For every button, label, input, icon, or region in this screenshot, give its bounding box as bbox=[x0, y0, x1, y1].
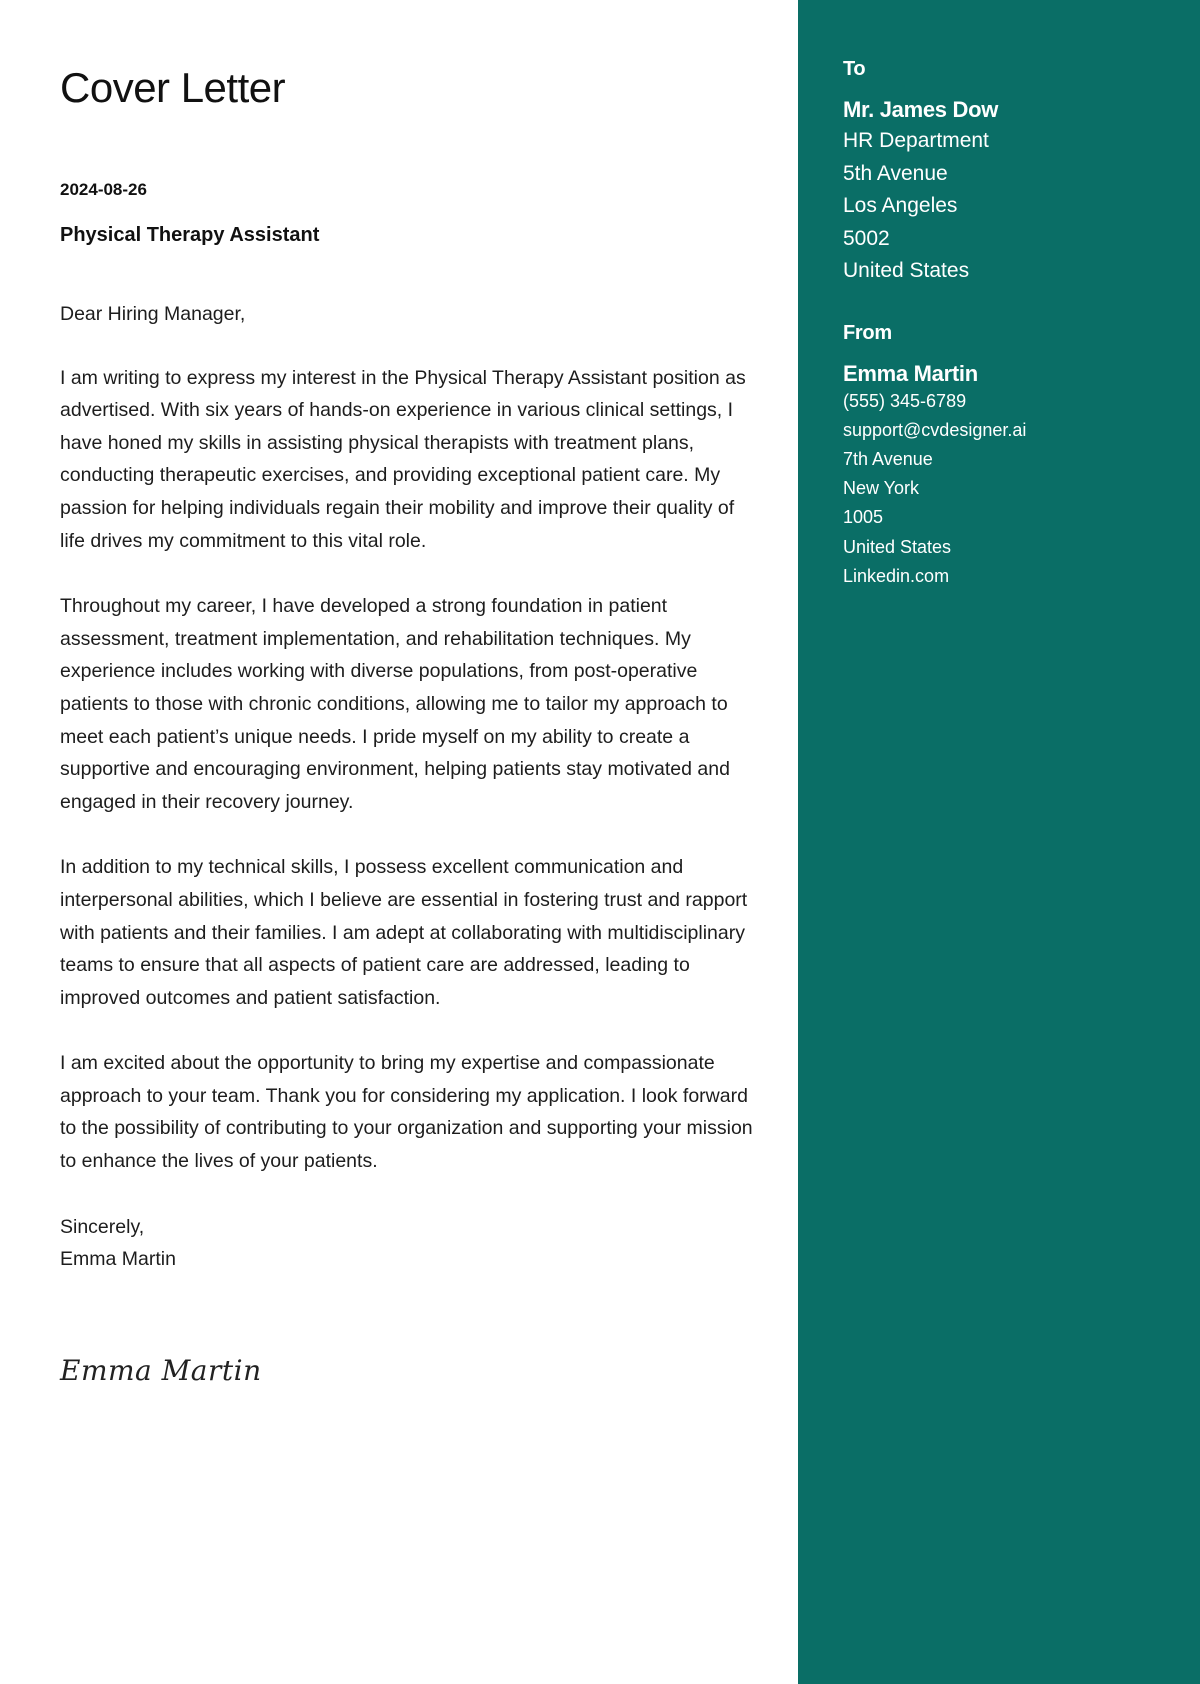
sender-block bbox=[843, 322, 1183, 591]
sender-city: New York bbox=[843, 478, 920, 499]
letter-body bbox=[60, 298, 760, 1276]
letter-paragraph-1: I am writing to express my interest in the Physical Therapy Assistant position as advertised. With six years of hands-on experience in various clinical settings, I have honed my skills in assisting physical therapists with treatment plans, conducting therapeutic exercises, and providing exceptional patient care. My passion for helping individuals regain their mobility and improve their quality of life drives my commitment to this vital role. bbox=[60, 366, 746, 552]
handwritten-signature: Emma Martin bbox=[60, 1354, 262, 1387]
recipient-zip: 5002 bbox=[843, 226, 890, 250]
recipient-street: 5th Avenue bbox=[843, 161, 948, 185]
letter-paragraph-4: I am excited about the opportunity to bring my expertise and compassionate approach to your team. Thank you for considering my application. I look forward to the possibility of contributing to your organization and supporting your mission to enhance the lives of your patients. bbox=[60, 1052, 753, 1173]
sender-heading: From bbox=[843, 321, 892, 344]
recipient-heading: To bbox=[843, 58, 866, 80]
recipient-city: Los Angeles bbox=[843, 194, 958, 217]
sender-name: Emma Martin bbox=[843, 360, 978, 386]
letter-date: 2024-08-26 bbox=[60, 180, 147, 199]
recipient-block bbox=[843, 58, 1183, 288]
recipient-country: United States bbox=[843, 259, 970, 282]
letter-closing-name: Emma Martin bbox=[60, 1248, 176, 1271]
letter-paragraph-3: In addition to my technical skills, I possess excellent communication and interpersonal abilities, which I believe are essential in fostering trust and rapport with patients and their families. I am adept at collaborating with multidisciplinary teams to ensure that all aspects of patient care are addressed, leading to improved outcomes and patient satisfaction. bbox=[60, 856, 748, 1009]
sender-street: 7th Avenue bbox=[843, 448, 933, 469]
sender-country: United States bbox=[843, 536, 952, 557]
sidebar-content bbox=[843, 58, 1183, 591]
sender-website: Linkedin.com bbox=[843, 565, 950, 586]
letter-greeting: Dear Hiring Manager, bbox=[60, 303, 246, 325]
job-title: Physical Therapy Assistant bbox=[60, 224, 320, 246]
recipient-name: Mr. James Dow bbox=[843, 97, 999, 122]
sender-zip: 1005 bbox=[843, 507, 884, 528]
sender-email: support@cvdesigner.ai bbox=[843, 419, 1027, 440]
letter-paragraph-2: Throughout my career, I have developed a strong foundation in patient assessment, treatment implementation, and rehabilitation techniques. My experience includes working with diverse populations, from post-operative patients to those with chronic conditions, allowing me to tailor my approach to meet each patient’s unique needs. I pride myself on my ability to create a supportive and encouraging environment, helping patients stay motivated and engaged in their recovery journey. bbox=[60, 595, 730, 813]
sender-phone: (555) 345-6789 bbox=[843, 390, 967, 411]
contact-sidebar bbox=[798, 0, 1200, 1684]
letter-closing: Sincerely, bbox=[60, 1215, 145, 1238]
recipient-department: HR Department bbox=[843, 129, 989, 152]
page-title: Cover Letter bbox=[60, 64, 286, 111]
